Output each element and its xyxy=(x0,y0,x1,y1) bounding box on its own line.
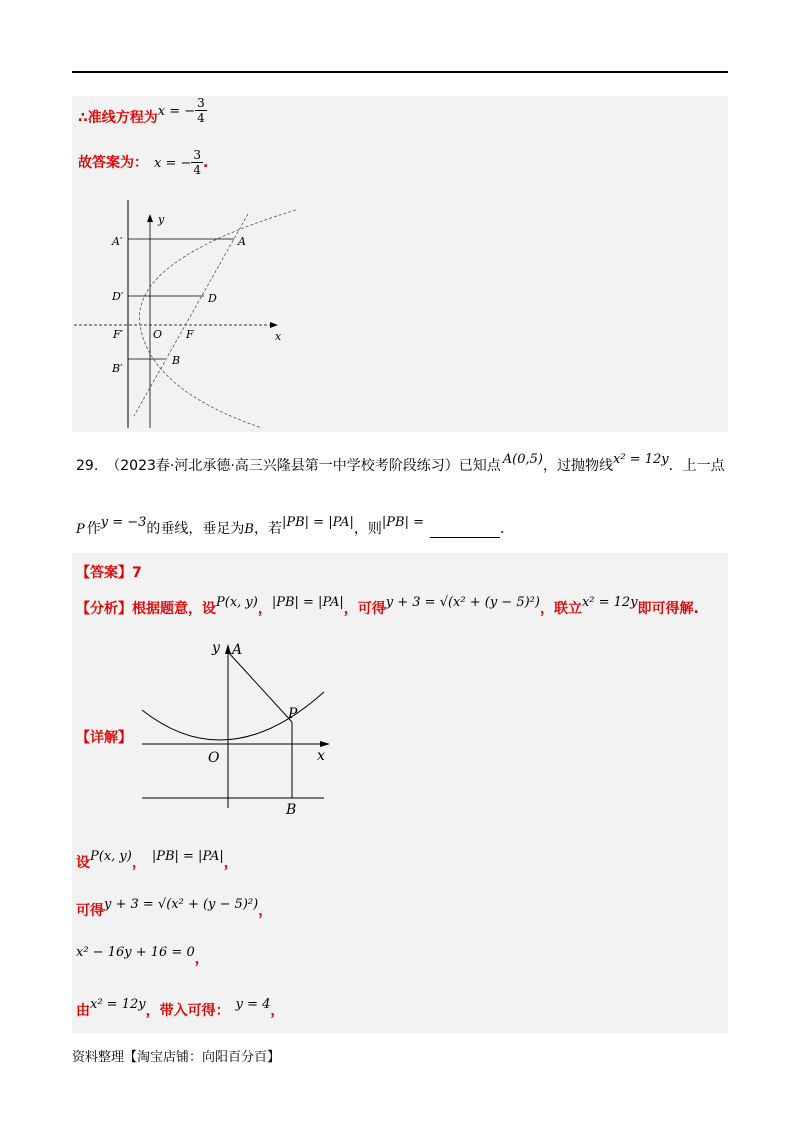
y-axis-arrow xyxy=(147,214,153,222)
x-axis-arrow xyxy=(270,322,278,328)
label-P: P xyxy=(288,706,298,722)
fraction: $\frac{3}{4}$ xyxy=(197,96,205,125)
segment-PA xyxy=(228,652,292,722)
parabola-P-figure xyxy=(140,634,340,824)
answer-line-28: 故答案为： x = − $\frac{3}{4}$ . xyxy=(78,148,209,177)
detail-line4: 由$^{x^2 = 12y}$，带入可得： $^{y = 4}$， xyxy=(76,997,285,1019)
label-O: O xyxy=(208,750,220,766)
focal-chord xyxy=(134,214,248,416)
label-B: B xyxy=(286,802,297,818)
label-B: B xyxy=(172,354,181,367)
label-y: y xyxy=(158,213,165,226)
detail-line1: 设$^{P(x, y)}$， $^{|PB| = |PA|}$， xyxy=(76,849,238,871)
label-D: D xyxy=(208,292,217,305)
analysis-line: 【分析】根据题意，设$^{P(x, y)}$，$^{|PB| = |PA|}$，可得$^{y + 3 = √(x^2 + (y - 5)^2)}$，联立$^{x^2 = 12y}$即可得解. xyxy=(76,595,699,617)
header-rule xyxy=(72,71,728,73)
problem-29-line1: 29. （2023春·河北承德·高三兴隆县第一中学校考阶段练习）已知点 $^{A(0,5)}$，过抛物线$^{x^2 = 12y}$．上一点 xyxy=(76,452,725,474)
x-axis-arrow xyxy=(320,741,330,747)
detail-line3: $^{x^2 - 16y + 16 = 0}$， xyxy=(76,945,209,967)
parabola-focal-chord-figure xyxy=(72,196,332,432)
footer-text: 资料整理【淘宝店铺：向阳百分百】 xyxy=(72,1050,281,1065)
label-y: y xyxy=(212,640,220,656)
label-x: x xyxy=(275,330,282,343)
answer-blank xyxy=(430,523,500,538)
detail-line2: 可得$^{y + 3 = √(x^2 + (y - 5)^2)}$， xyxy=(76,897,273,919)
detail-label: 【详解】 xyxy=(76,730,132,746)
fraction: $\frac{3}{4}$ xyxy=(193,148,202,177)
label-D1: D′ xyxy=(112,290,124,303)
label-F: F xyxy=(186,328,194,341)
directrix-line: ∴准线方程为$^{x = -}$ $\frac{3}{4}$ xyxy=(78,96,205,126)
label-A1: A′ xyxy=(112,235,123,248)
label-x: x xyxy=(317,748,325,764)
problem-29-line2: P 作$^{y = -3}$的垂线，垂足为B，若$^{|PB| = |PA|}$，则$^{|PB| =}$ ． xyxy=(76,515,514,537)
label-O: O xyxy=(153,328,163,341)
answer-label: 【答案】7 xyxy=(76,565,142,581)
label-F1: F′ xyxy=(113,328,124,341)
label-A: A xyxy=(232,642,243,658)
label-B1: B′ xyxy=(112,362,123,375)
label-A: A xyxy=(238,235,246,248)
parabola-curve xyxy=(139,210,296,428)
